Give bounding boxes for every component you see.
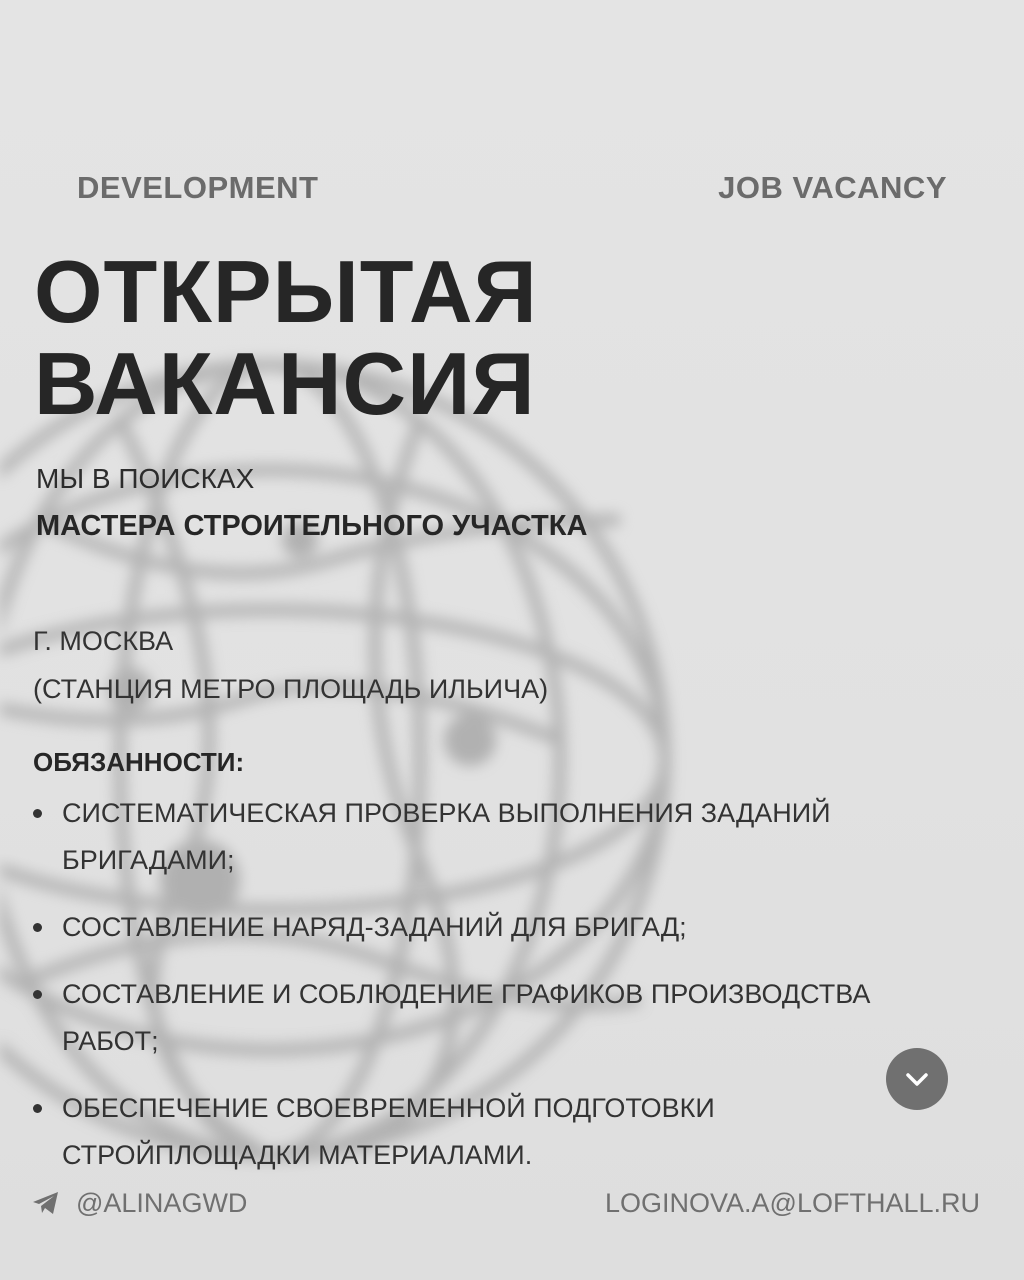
duties-heading: ОБЯЗАННОСТИ: (33, 747, 245, 777)
category-tag: DEVELOPMENT (77, 170, 319, 205)
scroll-down-button[interactable] (886, 1048, 948, 1110)
title-line-1: ОТКРЫТАЯ (34, 242, 538, 341)
duty-item (33, 971, 913, 1065)
email-link[interactable]: LOGINOVA.A@LOFTHALL.RU (605, 1188, 980, 1218)
chevron-down-icon (902, 1064, 932, 1094)
duty-text: СИСТЕМАТИЧЕСКАЯ ПРОВЕРКА ВЫПОЛНЕНИЯ ЗАДАНИЙ БРИГАДАМИ; (62, 798, 831, 875)
page-title (34, 242, 538, 433)
duty-item (33, 904, 913, 951)
duty-text: ОБЕСПЕЧЕНИЕ СВОЕВРЕМЕННОЙ ПОДГОТОВКИ СТРОЙПЛОЩАДКИ МАТЕРИАЛАМИ. (62, 1093, 715, 1170)
city-label: Г. МОСКВА (33, 626, 174, 656)
bullet-icon (33, 1104, 42, 1113)
bullet-icon (33, 923, 42, 932)
duty-text: СОСТАВЛЕНИЕ НАРЯД-ЗАДАНИЙ ДЛЯ БРИГАД; (62, 912, 687, 942)
bullet-icon (33, 990, 42, 999)
position-title: МАСТЕРА СТРОИТЕЛЬНОГО УЧАСТКА (36, 510, 588, 542)
duty-text: СОСТАВЛЕНИЕ И СОБЛЮДЕНИЕ ГРАФИКОВ ПРОИЗВОДСТВА РАБОТ; (62, 979, 871, 1056)
telegram-icon (32, 1191, 60, 1215)
seeking-label: МЫ В ПОИСКАХ (36, 463, 255, 494)
telegram-handle[interactable]: @ALINAGWD (76, 1188, 248, 1218)
bullet-icon (33, 809, 42, 818)
duty-item (33, 790, 913, 884)
type-tag: JOB VACANCY (718, 170, 947, 205)
duty-item (33, 1085, 913, 1179)
metro-station-label: (СТАНЦИЯ МЕТРО ПЛОЩАДЬ ИЛЬИЧА) (33, 674, 549, 704)
telegram-contact[interactable] (32, 1185, 247, 1221)
duties-list (33, 790, 913, 1199)
title-line-2: ВАКАНСИЯ (34, 334, 536, 433)
